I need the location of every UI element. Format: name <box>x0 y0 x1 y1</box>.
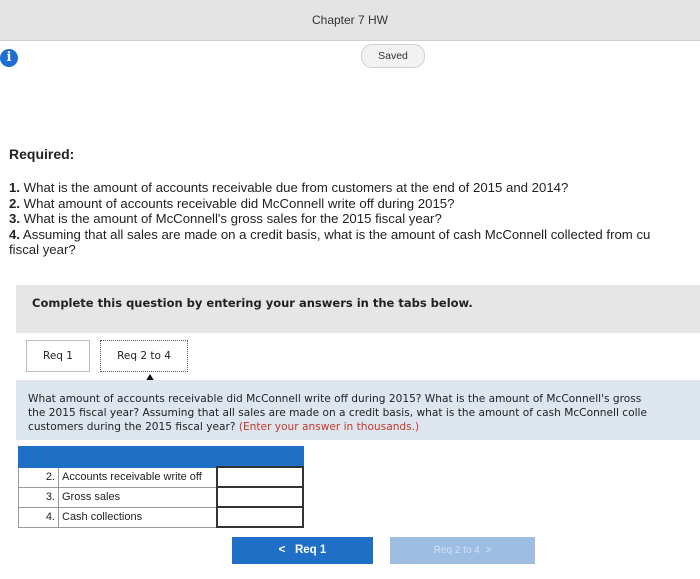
table-row <box>19 487 304 507</box>
row-label: Cash collections <box>59 507 218 527</box>
prev-req-button[interactable] <box>232 537 373 564</box>
row-label: Accounts receivable write off <box>59 467 218 487</box>
question-item: 2. What amount of accounts receivable did McConnell write off during 2015? <box>9 195 455 211</box>
row-number: 3. <box>19 487 59 507</box>
row-label: Gross sales <box>59 487 218 507</box>
prompt-hint: (Enter your answer in thousands.) <box>238 421 420 433</box>
question-item: 4. Assuming that all sales are made on a credit basis, what is the amount of cash McConnell collected from cu <box>9 226 651 242</box>
question-prompt <box>16 380 700 440</box>
gross-sales-input[interactable] <box>217 487 303 507</box>
row-number: 4. <box>19 507 59 527</box>
required-heading: Required: <box>9 146 75 162</box>
table-row <box>19 467 304 487</box>
chevron-left-icon: < <box>278 544 286 556</box>
questions-list <box>9 180 700 258</box>
answer-table <box>18 446 304 528</box>
next-req-button[interactable] <box>390 537 535 564</box>
tab-req-1[interactable]: Req 1 <box>26 340 90 372</box>
prompt-line: What amount of accounts receivable did McConnell write off during 2015? What is the amount of McConnell's gross <box>28 393 642 405</box>
prompt-line: the 2015 fiscal year? Assuming that all sales are made on a credit basis, what is the amount of cash McConnell colle <box>28 407 647 419</box>
chevron-right-icon: > <box>485 545 492 556</box>
next-req-label: Req 2 to 4 <box>433 545 480 556</box>
page-title: Chapter 7 HW <box>311 13 389 27</box>
row-number: 2. <box>19 467 59 487</box>
question-item: 1. What is the amount of accounts receivable due from customers at the end of 2015 and 2014? <box>9 180 569 195</box>
instructions-text: Complete this question by entering your answers in the tabs below. <box>32 296 473 310</box>
table-header-row <box>19 447 304 468</box>
table-row <box>19 507 304 527</box>
prompt-line: customers during the 2015 fiscal year? (Enter your answer in thousands.) <box>28 421 420 433</box>
question-item-continuation: fiscal year? <box>9 242 76 257</box>
instructions-panel <box>16 285 700 333</box>
tab-req-2-to-4[interactable]: Req 2 to 4 <box>100 340 188 372</box>
question-item: 3. What is the amount of McConnell's gross sales for the 2015 fiscal year? <box>9 211 442 226</box>
top-bar <box>0 0 700 41</box>
write-off-input[interactable] <box>217 467 303 487</box>
saved-status-badge: Saved <box>361 44 425 68</box>
info-icon[interactable]: i <box>0 49 18 67</box>
prev-req-label: Req 1 <box>294 544 327 556</box>
cash-collections-input[interactable] <box>217 507 303 527</box>
